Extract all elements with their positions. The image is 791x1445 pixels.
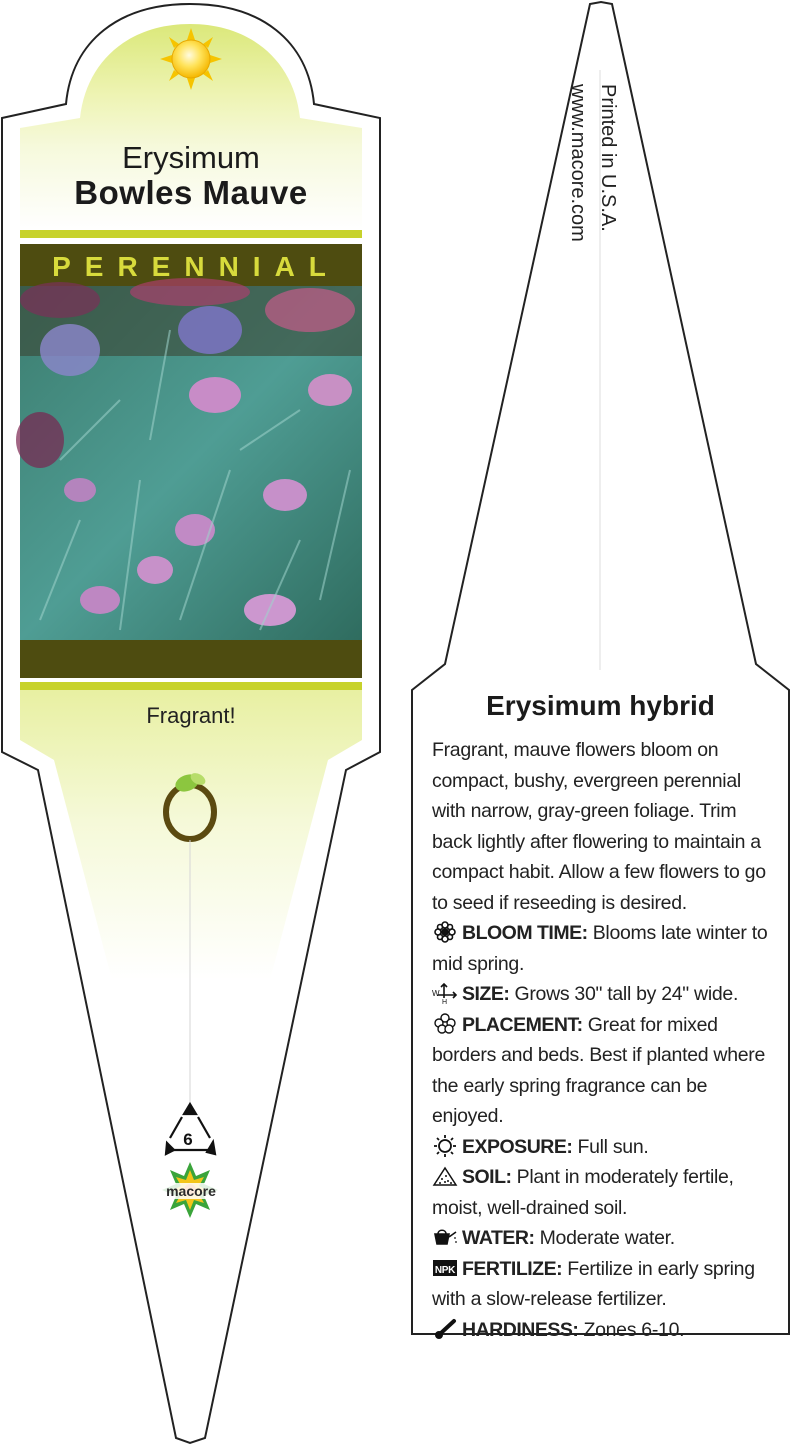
website: www.macore.com <box>567 84 589 242</box>
attribute-water: WATER: Moderate water. <box>432 1223 777 1254</box>
printed-in: Printed in U.S.A. <box>597 84 619 232</box>
printed-info <box>560 84 620 284</box>
plant-cultivar: Bowles Mauve <box>74 174 308 211</box>
attribute-size: W H SIZE: Grows 30" tall by 24" wide. <box>432 983 739 1005</box>
plant-photo <box>16 278 362 640</box>
tagline: Fragrant! <box>146 703 236 728</box>
attribute-soil: SOIL: Plant in moderately fertile, moist, well-drained soil. <box>432 1166 734 1219</box>
attribute-bloom-time: BLOOM TIME: Blooms late winter to mid spring. <box>432 922 768 975</box>
svg-text:W: W <box>432 989 440 998</box>
sun-outline-icon <box>432 1135 458 1157</box>
description-heading: Erysimum hybrid <box>486 690 715 721</box>
svg-text:H: H <box>442 999 447 1004</box>
flower-icon <box>432 921 458 943</box>
brand-name: macore <box>156 1183 226 1199</box>
description-intro: Fragrant, mauve flowers bloom on compact, bushy, evergreen perennial with narrow, gray-green foliage. Trim back lightly after flowering to maintain a compact habit. Allow a few flowers to go to seed if reseeding is desired. <box>432 739 766 914</box>
recycle-number: 6 <box>183 1130 193 1149</box>
attribute-fertilize: NPK FERTILIZE: Fertilize in early spring with a slow-release fertilizer. <box>432 1257 755 1310</box>
plant-genus: Erysimum <box>122 140 260 175</box>
attribute-exposure: EXPOSURE: Full sun. <box>432 1132 777 1163</box>
npk-icon <box>432 1257 458 1279</box>
svg-text:NPK: NPK <box>434 1264 456 1276</box>
sun-icon <box>160 28 222 90</box>
size-icon <box>432 982 458 1004</box>
thermometer-icon <box>432 1318 458 1340</box>
attribute-hardiness: HARDINESS: Zones 6-10. <box>432 1315 777 1346</box>
watering-can-icon <box>432 1226 458 1248</box>
placement-icon <box>432 1013 458 1035</box>
attribute-placement: PLACEMENT: Great for mixed borders and beds. Best if planted where the early spring fragrance can be enjoyed. <box>432 1013 766 1127</box>
category-label: PERENNIAL <box>52 251 340 282</box>
description-body <box>432 735 777 1345</box>
soil-icon <box>432 1165 458 1187</box>
